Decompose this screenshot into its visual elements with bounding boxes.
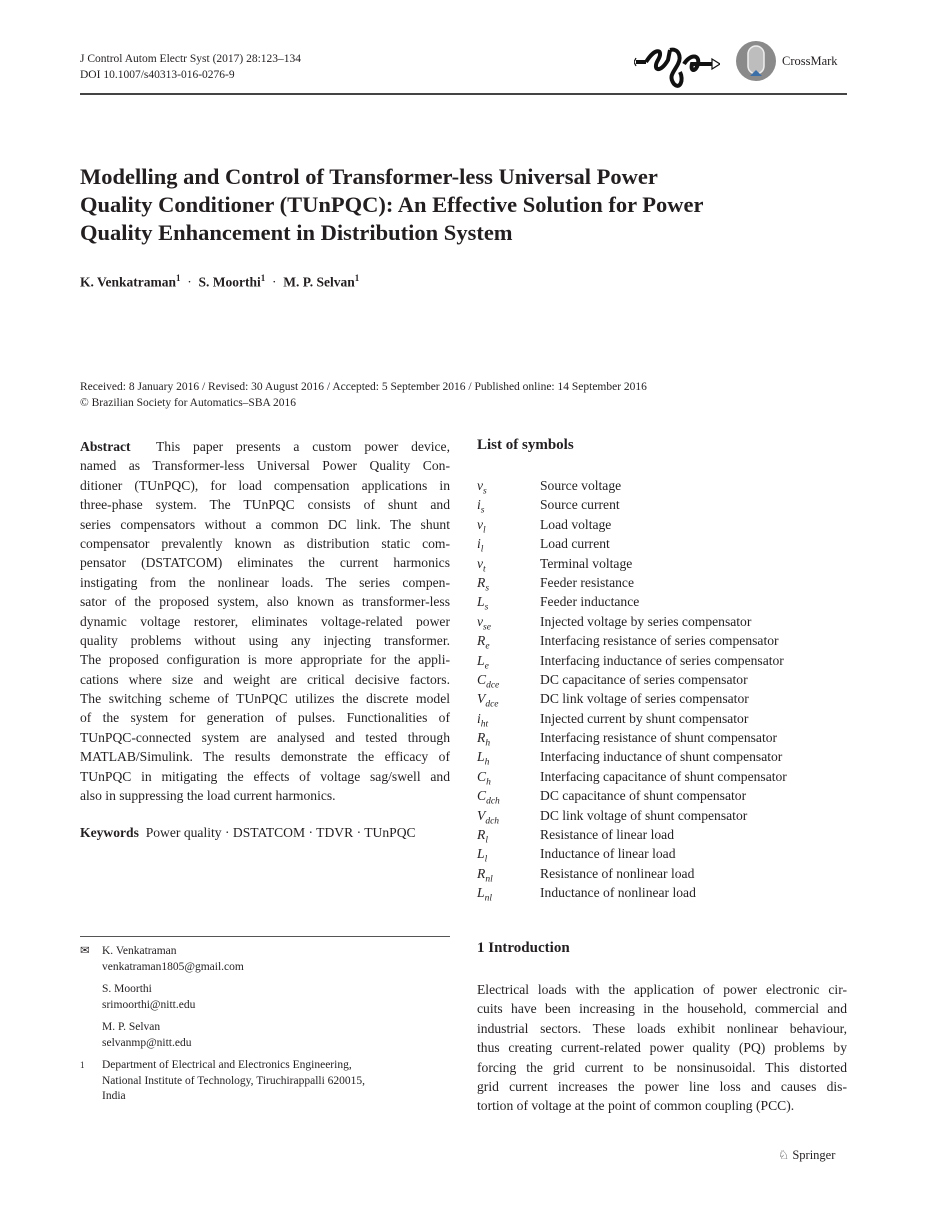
symbol-description: DC capacitance of series compensator	[540, 671, 748, 687]
abstract-line-text: pensator (DSTATCOM) eliminates the current harmonics	[80, 555, 450, 571]
abstract-line	[80, 456, 450, 475]
introduction-line	[477, 999, 847, 1018]
symbol-row	[477, 689, 847, 711]
symbol	[477, 554, 540, 573]
introduction-heading: 1 Introduction	[477, 940, 570, 956]
title-line: Modelling and Control of Transformer-less Universal Power	[80, 164, 658, 189]
symbol-subscript: h	[485, 738, 491, 749]
symbol-subscript: t	[483, 564, 486, 575]
contact-email[interactable]: venkatraman1805@gmail.com	[102, 960, 244, 973]
symbol-row	[477, 883, 847, 902]
symbol-row	[477, 534, 847, 553]
symbol-subscript: dce	[486, 680, 500, 691]
introduction-line	[477, 1096, 847, 1115]
header-rule	[80, 93, 847, 95]
symbol-base: i	[477, 710, 481, 726]
introduction-line	[477, 1058, 847, 1077]
abstract-line	[80, 786, 450, 805]
correspondence-entry	[80, 982, 450, 1013]
symbol-base: V	[477, 691, 486, 707]
abstract-line-text: TUnPQC in mitigating the effects of voltage sag/swell and	[80, 768, 450, 784]
abstract-line	[80, 495, 450, 514]
introduction-line	[477, 980, 847, 999]
abstract-line	[80, 612, 450, 631]
publisher-name: Springer	[792, 1148, 836, 1162]
symbol-row	[477, 495, 847, 517]
symbols-heading: List of symbols	[477, 437, 574, 453]
symbol-description: Inductance of nonlinear load	[540, 885, 696, 901]
springer-horse-icon: ♘	[778, 1148, 790, 1162]
abstract-line	[80, 708, 450, 727]
crossmark-label[interactable]: CrossMark	[782, 54, 838, 68]
symbol-base: L	[477, 594, 485, 610]
contact-email[interactable]: selvanmp@nitt.edu	[102, 1036, 192, 1049]
abstract-heading: Abstract	[80, 439, 131, 454]
symbol-description: Resistance of nonlinear load	[540, 865, 695, 881]
abstract-line	[80, 670, 450, 689]
symbol	[477, 612, 540, 631]
symbol-row	[477, 786, 847, 805]
symbol-description: Interfacing resistance of series compensator	[540, 633, 779, 649]
introduction-section	[477, 940, 847, 1116]
symbol-row	[477, 476, 847, 495]
abstract-line-text: dynamic voltage restorer, eliminates voltage-related power	[80, 613, 450, 629]
symbol-row	[477, 728, 847, 747]
symbol-description: Load current	[540, 536, 610, 552]
keywords-text: Power quality · DSTATCOM · TDVR · TUnPQC	[145, 825, 416, 841]
symbol-row	[477, 864, 847, 883]
author-name: M. P. Selvan	[283, 274, 355, 290]
symbol-subscript: ht	[480, 719, 489, 730]
introduction-line-text: industrial sectors. These loads exhibit nonlinear behaviour,	[477, 1020, 847, 1036]
symbol-subscript: s	[484, 603, 489, 614]
symbol-base: V	[477, 807, 486, 823]
symbol-base: v	[477, 555, 484, 571]
introduction-line-text: forcing the grid current to be nonsinusoidal. This distorted	[477, 1059, 847, 1075]
symbol	[477, 747, 540, 769]
symbol-row	[477, 554, 847, 573]
abstract-line	[80, 767, 450, 786]
symbol-base: i	[477, 536, 481, 552]
sba-logo-icon	[634, 42, 720, 94]
list-of-symbols	[477, 437, 847, 903]
symbol-description: Interfacing capacitance of shunt compensator	[540, 768, 787, 784]
abstract-line-text: TUnPQC-connected system are analysed and tested through	[80, 729, 450, 745]
symbol	[477, 864, 540, 883]
symbol	[477, 631, 540, 650]
contact-name: S. Moorthi	[102, 983, 152, 995]
abstract-line	[80, 476, 450, 495]
symbol-subscript: dce	[485, 700, 499, 711]
symbol-row	[477, 709, 847, 728]
abstract-line	[80, 592, 450, 611]
abstract-line	[80, 747, 450, 766]
symbol-base: C	[477, 768, 487, 784]
symbol-subscript: h	[484, 758, 490, 769]
abstract-line-text: The switching scheme of TUnPQC utilizes the discrete model	[80, 691, 450, 707]
introduction-line-text: grid current increases the power line loss and causes dis-	[477, 1078, 847, 1094]
symbol-description: Injected voltage by series compensator	[540, 613, 752, 629]
abstract-line-text: This paper presents a custom power device,	[156, 439, 450, 454]
symbol-subscript: l	[483, 525, 486, 536]
abstract-line	[80, 515, 450, 534]
symbol-description: Source voltage	[540, 478, 622, 493]
affiliation	[80, 1058, 450, 1105]
symbol-subscript: s	[480, 506, 485, 517]
symbol-subscript: l	[485, 835, 488, 846]
symbol-description: Feeder inductance	[540, 594, 640, 610]
symbol-subscript: l	[484, 855, 488, 866]
symbol	[477, 592, 540, 614]
contact-name: M. P. Selvan	[102, 1021, 161, 1033]
introduction-line-text: Electrical loads with the application of power electronic cir-	[477, 982, 847, 997]
symbol-description: Terminal voltage	[540, 555, 633, 571]
affiliation-mark: 1	[80, 1060, 85, 1070]
correspondence-entry	[80, 1020, 450, 1051]
symbol-base: R	[477, 865, 486, 881]
affiliation-mark: 1	[354, 273, 360, 283]
abstract-line	[80, 728, 450, 747]
symbol-base: v	[477, 478, 484, 493]
author-name: S. Moorthi	[198, 274, 261, 290]
journal-citation: J Control Autom Electr Syst (2017) 28:123–134	[80, 53, 302, 65]
symbol	[477, 534, 540, 553]
introduction-line-text: cuits have been increasing in the household, commercial and	[477, 1001, 847, 1017]
symbol	[477, 670, 540, 689]
symbol-row	[477, 651, 847, 670]
author-name: K. Venkatraman	[80, 274, 177, 290]
symbol-base: R	[477, 633, 486, 649]
symbol-row	[477, 670, 847, 689]
copyright: © Brazilian Society for Automatics–SBA 2016	[80, 397, 297, 409]
abstract-line-text: The proposed configuration is more appropriate for the appli-	[80, 652, 450, 668]
doi: DOI 10.1007/s40313-016-0276-9	[80, 69, 235, 81]
abstract-line	[80, 631, 450, 650]
symbol-row	[477, 747, 847, 769]
abstract-line-text: quality problems without using any injecting transformer.	[80, 632, 450, 648]
abstract	[80, 437, 450, 843]
symbol-description: Interfacing inductance of series compensator	[540, 652, 784, 668]
symbol-row	[477, 592, 847, 614]
introduction-line	[477, 1077, 847, 1096]
symbol	[477, 495, 540, 517]
abstract-line-text: named as Transformer-less Universal Power Quality Con-	[80, 458, 450, 474]
symbol-subscript: dch	[485, 816, 500, 827]
contact-name: K. Venkatraman	[102, 945, 177, 957]
keywords-heading: Keywords	[80, 825, 139, 841]
symbol	[477, 651, 540, 670]
symbol-row	[477, 631, 847, 650]
symbol-base: C	[477, 788, 487, 804]
author-list: K. Venkatraman$^1$ · S. Moorthi$^1$ · M. P. Selvan$^1$	[80, 273, 360, 290]
keywords	[80, 823, 450, 842]
title-line: Quality Conditioner (TUnPQC): An Effective Solution for Power	[80, 192, 704, 217]
crossmark-icon[interactable]	[735, 40, 777, 82]
symbol	[477, 515, 540, 534]
symbol	[477, 883, 540, 902]
abstract-line-text: ditioner (TUnPQC), for load compensation applications in	[80, 477, 450, 493]
symbol-subscript: h	[486, 777, 491, 788]
symbol-description: DC capacitance of shunt compensator	[540, 788, 747, 804]
symbol-row	[477, 767, 847, 786]
abstract-line-text: compensator prevalently known as distribution static com-	[80, 535, 450, 551]
symbol-description: Interfacing resistance of shunt compensator	[540, 730, 778, 746]
symbol-subscript: e	[484, 661, 489, 672]
symbol-base: v	[477, 516, 484, 532]
symbol-row	[477, 573, 847, 592]
symbol-base: L	[477, 885, 485, 901]
symbol-subscript: nl	[485, 874, 493, 885]
symbol-subscript: s	[485, 583, 490, 594]
symbol-description: Interfacing inductance of shunt compensator	[540, 749, 783, 765]
symbol-row	[477, 515, 847, 534]
symbol-description: Load voltage	[540, 516, 612, 532]
dates: Received: 8 January 2016 / Revised: 30 August 2016 / Accepted: 5 September 2016 / Published online: 14 September 2016	[80, 381, 647, 393]
symbol-base: L	[477, 749, 485, 765]
symbol-subscript: s	[483, 486, 487, 497]
publication-history	[80, 379, 647, 411]
symbol-subscript: l	[480, 544, 484, 555]
correspondence-block	[80, 944, 450, 1105]
title-line: Quality Enhancement in Distribution System	[80, 220, 513, 245]
symbol-subscript: nl	[484, 893, 492, 904]
symbol-subscript: e	[485, 641, 490, 652]
symbol	[477, 573, 540, 592]
abstract-line	[80, 534, 450, 553]
affiliation-line: India	[102, 1090, 126, 1102]
symbol-row	[477, 844, 847, 866]
abstract-line-text: MATLAB/Simulink. The results demonstrate the efficacy of	[80, 749, 450, 765]
correspondence-entry	[80, 944, 450, 975]
symbol-base: C	[477, 671, 487, 687]
affiliation-mark: 1	[260, 273, 266, 283]
envelope-icon: ✉	[80, 945, 90, 957]
symbol-description: Injected current by shunt compensator	[540, 710, 749, 726]
symbol-base: R	[477, 827, 486, 843]
abstract-line	[80, 689, 450, 708]
symbol	[477, 476, 540, 495]
symbol	[477, 709, 540, 728]
symbol	[477, 767, 540, 786]
symbol-base: L	[477, 846, 485, 862]
symbol-description: DC link voltage of series compensator	[540, 691, 749, 707]
abstract-line	[80, 573, 450, 592]
abstract-line	[80, 437, 450, 456]
symbol	[477, 689, 540, 711]
affiliation-mark: 1	[176, 273, 181, 283]
introduction-line	[477, 1038, 847, 1057]
symbol	[477, 728, 540, 747]
symbol-description: Feeder resistance	[540, 574, 634, 590]
spacer	[80, 982, 102, 1013]
abstract-line-text: three-phase system. The TUnPQC consists of shunt and	[80, 497, 450, 513]
paper-title	[80, 163, 800, 247]
symbol-description: Source current	[540, 497, 620, 513]
contact-email[interactable]: srimoorthi@nitt.edu	[102, 998, 196, 1011]
symbol-description: Inductance of linear load	[540, 846, 676, 862]
symbol-row	[477, 825, 847, 844]
symbol-row	[477, 806, 847, 825]
journal-header	[80, 51, 301, 83]
footnote-rule	[80, 936, 450, 937]
symbol	[477, 825, 540, 844]
spacer	[80, 1020, 102, 1051]
introduction-line-text: tortion of voltage at the point of common coupling (PCC).	[477, 1098, 795, 1114]
symbol-subscript: se	[483, 622, 491, 633]
abstract-line-text: series compensators without a common DC link. The shunt	[80, 516, 450, 532]
introduction-line	[477, 1019, 847, 1038]
abstract-line-text: also in suppressing the load current harmonics.	[80, 788, 336, 804]
abstract-line	[80, 553, 450, 572]
abstract-line-text: instigating from the nonlinear loads. The series compen-	[80, 574, 450, 590]
symbol-description: DC link voltage of shunt compensator	[540, 807, 748, 823]
symbol-base: R	[477, 574, 486, 590]
symbol	[477, 844, 540, 866]
introduction-line-text: thus creating current-related power quality (PQ) problems by	[477, 1040, 847, 1056]
symbol-base: v	[477, 613, 484, 629]
affiliation-line: National Institute of Technology, Tiruchirappalli 620015,	[102, 1074, 366, 1087]
symbol-row	[477, 612, 847, 631]
symbol-base: i	[477, 497, 481, 513]
symbol-subscript: dch	[486, 796, 500, 807]
abstract-line-text: sator of the proposed system, also known as transformer-less	[80, 594, 450, 610]
abstract-line-text: of the system for generation of pulses. Functionalities of	[80, 710, 450, 726]
symbol	[477, 806, 540, 825]
publisher-footer	[778, 1147, 835, 1163]
symbol-base: R	[477, 730, 486, 746]
affiliation-line: Department of Electrical and Electronics Engineering,	[102, 1059, 352, 1071]
symbol	[477, 786, 540, 805]
abstract-line-text: cations where size and weight are critical decisive factors.	[80, 671, 450, 687]
symbol-base: L	[477, 652, 485, 668]
symbol-description: Resistance of linear load	[540, 827, 674, 843]
abstract-line	[80, 650, 450, 669]
